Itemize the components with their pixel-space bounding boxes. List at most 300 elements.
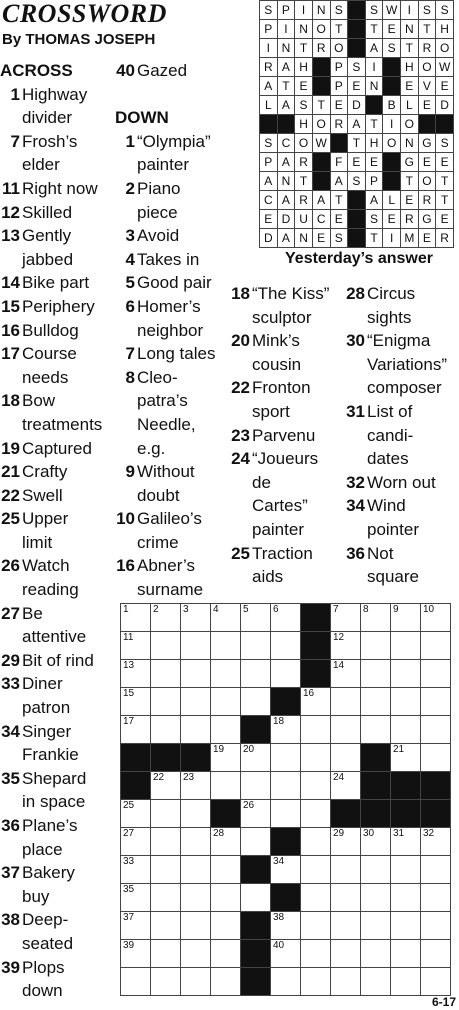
grid-cell[interactable] [271,632,301,660]
grid-cell[interactable] [151,856,181,884]
down-clue-16 [115,554,230,601]
grid-cell[interactable] [361,940,391,968]
cell-number: 17 [123,716,135,727]
clue-number: 30 [346,331,365,351]
grid-cell[interactable] [181,772,211,800]
answer-cell: V [418,77,436,96]
clue-text: Mink’s [252,331,300,351]
grid-cell[interactable] [391,912,421,940]
grid-cell[interactable] [151,716,181,744]
answer-cell: N [295,20,313,39]
black-square [241,940,271,968]
grid-cell[interactable] [391,744,421,772]
grid-cell[interactable] [331,660,361,688]
grid-cell[interactable] [271,604,301,632]
grid-cell[interactable] [241,744,271,772]
clue-text: Circus [367,284,416,303]
answer-cell: P [277,1,295,20]
grid-cell[interactable] [361,884,391,912]
grid-cell[interactable] [211,856,241,884]
grid-cell[interactable] [391,940,421,968]
grid-cell[interactable] [211,716,241,744]
answer-cell: U [295,210,313,229]
down-clue-1 [115,130,230,177]
answer-cell: N [277,39,295,58]
grid-cell[interactable] [391,828,421,856]
down-clue-7 [115,342,230,366]
down-column-2 [230,282,346,589]
cell-number: 34 [273,856,285,867]
answer-cell: S [436,1,454,20]
grid-cell[interactable] [331,632,361,660]
clue-number: 22 [1,485,20,505]
grid-cell[interactable] [391,688,421,716]
clue-text: sculptor [252,307,312,327]
clue-text: Without [137,462,195,482]
answer-cell: A [277,96,295,115]
grid-cell[interactable] [271,856,301,884]
clue-text: Avoid [137,226,180,246]
clue-text: Highway [22,84,88,104]
across-clue-14 [0,271,115,295]
grid-cell[interactable] [271,800,301,828]
grid-cell[interactable] [211,940,241,968]
cell-number: 28 [213,828,225,839]
answer-cell: O [436,39,454,58]
answer-cell: S [260,1,278,20]
grid-cell[interactable] [331,688,361,716]
grid-cell[interactable] [331,604,361,632]
cell-number: 25 [123,800,135,811]
down-clue-28 [345,282,459,329]
grid-cell[interactable] [151,800,181,828]
answer-cell: A [277,229,295,248]
grid-cell[interactable] [241,884,271,912]
grid-cell[interactable] [331,744,361,772]
grid-cell[interactable] [271,940,301,968]
clue-text: sport [252,401,290,421]
clue-number: 27 [1,603,20,623]
cell-number: 23 [183,772,195,783]
answer-cell: S [365,210,383,229]
grid-cell[interactable] [361,968,391,996]
clue-text: Needle, [137,414,196,434]
across-clue-36 [0,814,115,861]
clue-number: 36 [1,816,20,835]
grid-cell[interactable] [331,772,361,800]
clue-number: 21 [1,462,20,482]
answer-cell: T [330,20,348,39]
grid-cell[interactable] [421,940,451,968]
clue-text: patron [22,698,71,718]
clue-text: Swell [22,485,63,505]
grid-cell[interactable] [181,968,211,996]
grid-cell[interactable] [361,716,391,744]
clue-number: 18 [231,284,250,303]
grid-cell[interactable] [391,604,421,632]
grid-cell[interactable] [421,912,451,940]
grid-cell[interactable] [361,660,391,688]
answer-cell: H [436,20,454,39]
grid-cell[interactable] [211,884,241,912]
grid-cell[interactable] [361,856,391,884]
grid-cell[interactable] [211,604,241,632]
clue-text: Bit of rind [22,650,94,670]
across-clue-12 [0,201,115,225]
grid-cell[interactable] [331,828,361,856]
answer-cell: P [330,58,348,77]
grid-cell[interactable] [181,940,211,968]
grid-cell[interactable] [421,632,451,660]
grid-cell[interactable] [301,884,331,912]
grid-cell[interactable] [271,968,301,996]
black-square [211,800,241,828]
answer-cell: A [348,115,366,134]
black-square [348,210,366,229]
grid-cell[interactable] [151,604,181,632]
grid-cell[interactable] [121,912,151,940]
answer-cell: G [418,210,436,229]
answer-cell: L [401,96,419,115]
cell-number: 26 [243,800,255,811]
clue-number: 6 [125,296,135,316]
answer-cell: P [330,77,348,96]
clue-text: Gazed [137,61,188,80]
black-square [361,772,391,800]
across-clue-7 [0,130,115,177]
across-clue-1 [0,83,115,130]
answer-cell: W [312,134,330,153]
clue-number: 25 [1,509,20,529]
grid-cell[interactable] [331,716,361,744]
answer-cell: E [418,153,436,172]
grid-cell[interactable] [301,688,331,716]
answer-cell: S [418,1,436,20]
black-square [348,191,366,210]
cell-number: 33 [123,856,135,867]
answer-cell: I [383,229,401,248]
grid-cell[interactable] [331,940,361,968]
grid-cell[interactable] [271,716,301,744]
down-clue-24 [230,447,346,541]
black-square [361,744,391,772]
cell-number: 13 [123,660,135,671]
grid-cell[interactable] [121,968,151,996]
clue-text: Fronton [252,378,311,398]
grid-cell[interactable] [211,828,241,856]
grid-cell[interactable] [241,688,271,716]
grid-cell[interactable] [421,688,451,716]
grid-cell[interactable] [271,744,301,772]
black-square [241,968,271,996]
grid-cell[interactable] [421,828,451,856]
clue-text: Bakery [22,863,75,883]
grid-cell[interactable] [421,744,451,772]
cell-number: 29 [333,828,345,839]
cell-number: 38 [273,912,285,923]
clue-text: Variations” [367,354,447,374]
grid-cell[interactable] [121,884,151,912]
clue-text: List of [367,401,413,421]
yesterdays-answer-caption: Yesterday’s answer [285,250,433,267]
grid-cell[interactable] [391,968,421,996]
grid-cell[interactable] [361,632,391,660]
clue-number: 14 [1,273,20,293]
answer-cell: S [348,58,366,77]
grid-cell[interactable] [211,632,241,660]
clue-number: 28 [346,284,365,303]
grid-cell[interactable] [391,660,421,688]
clue-number: 34 [1,721,20,741]
grid-cell[interactable] [151,772,181,800]
cell-number: 15 [123,688,135,699]
clue-text: “Enigma [367,331,431,351]
black-square [348,20,366,39]
clue-number: 35 [1,768,20,788]
grid-cell[interactable] [391,716,421,744]
clue-number: 18 [1,391,20,411]
clue-number: 16 [1,320,20,340]
grid-cell[interactable] [301,912,331,940]
clue-text: limit [22,532,53,552]
grid-cell[interactable] [241,772,271,800]
grid-cell[interactable] [361,688,391,716]
grid-cell[interactable] [271,772,301,800]
clue-text: place [22,839,63,859]
black-square [348,39,366,58]
grid-cell[interactable] [241,604,271,632]
clue-text: sights [367,307,412,327]
grid-cell[interactable] [121,800,151,828]
clue-text: doubt [137,485,180,505]
down-clue-2 [115,177,230,224]
black-square [301,660,331,688]
grid-cell[interactable] [241,828,271,856]
answer-cell: S [365,1,383,20]
answer-cell: N [401,20,419,39]
black-square [151,744,181,772]
grid-cell[interactable] [121,856,151,884]
grid-cell[interactable] [331,856,361,884]
grid-cell[interactable] [301,800,331,828]
grid-cell[interactable] [421,660,451,688]
grid-cell[interactable] [151,660,181,688]
grid-cell[interactable] [301,744,331,772]
answer-cell: E [401,191,419,210]
answer-cell: T [295,39,313,58]
clue-text: dates [367,449,409,469]
grid-cell[interactable] [331,912,361,940]
answer-cell: D [436,96,454,115]
across-clue-40 [115,59,230,83]
clue-heading: ACROSS [0,61,73,80]
clue-text: Skilled [22,202,73,222]
answer-cell: O [295,134,313,153]
grid-cell[interactable] [241,632,271,660]
black-square [312,77,330,96]
grid-cell[interactable] [211,744,241,772]
grid-cell[interactable] [211,968,241,996]
answer-cell: E [383,20,401,39]
answer-cell: H [401,58,419,77]
grid-cell[interactable] [211,688,241,716]
grid-cell[interactable] [151,968,181,996]
grid-cell[interactable] [241,800,271,828]
clue-text: painter [137,155,189,175]
grid-cell[interactable] [181,604,211,632]
grid-cell[interactable] [331,968,361,996]
grid-cell[interactable] [301,968,331,996]
crossword-grid[interactable] [120,603,451,996]
grid-cell[interactable] [121,660,151,688]
answer-cell: T [436,172,454,191]
grid-cell[interactable] [421,968,451,996]
black-square [312,153,330,172]
grid-cell[interactable] [271,912,301,940]
grid-cell[interactable] [121,716,151,744]
clue-text: Periphery [22,296,95,316]
across-clue-33 [0,672,115,719]
clue-number: 5 [125,273,135,293]
grid-cell[interactable] [121,632,151,660]
answer-cell: T [312,96,330,115]
grid-cell[interactable] [361,828,391,856]
grid-cell[interactable] [151,688,181,716]
grid-cell[interactable] [181,632,211,660]
answer-cell: W [383,1,401,20]
clue-number: 12 [1,202,20,222]
black-square [121,744,151,772]
clue-number: 2 [125,178,135,198]
down-clue-34 [345,494,459,541]
cell-number: 21 [393,744,405,755]
cell-number: 35 [123,884,135,895]
black-square [365,96,383,115]
grid-cell[interactable] [181,912,211,940]
answer-cell: A [365,191,383,210]
grid-cell[interactable] [421,716,451,744]
grid-cell[interactable] [151,632,181,660]
grid-cell[interactable] [421,856,451,884]
grid-cell[interactable] [421,884,451,912]
answer-cell: E [330,210,348,229]
clue-number: 1 [10,84,20,104]
grid-cell[interactable] [391,856,421,884]
black-square [348,1,366,20]
clue-number: 34 [346,496,365,516]
answer-cell: L [383,191,401,210]
black-square [361,800,391,828]
down-clue-10 [115,507,230,554]
grid-cell[interactable] [121,940,151,968]
clue-text: Course [22,344,77,364]
grid-cell[interactable] [301,828,331,856]
grid-cell[interactable] [391,884,421,912]
answer-cell: C [260,191,278,210]
clue-number: 19 [1,438,20,458]
answer-cell: N [312,1,330,20]
grid-cell[interactable] [271,660,301,688]
grid-cell[interactable] [181,856,211,884]
answer-cell: A [277,153,295,172]
clue-text: “Joueurs [252,449,319,469]
grid-cell[interactable] [151,940,181,968]
clue-number: 10 [116,509,135,529]
answer-cell: A [260,77,278,96]
grid-cell[interactable] [121,688,151,716]
grid-cell[interactable] [301,716,331,744]
clue-number: 1 [125,131,135,151]
across-clue-39 [0,956,115,1003]
down-clue-18 [230,282,346,329]
answer-cell: R [436,229,454,248]
answer-cell: F [330,153,348,172]
cell-number: 31 [393,828,405,839]
grid-cell[interactable] [361,912,391,940]
grid-cell[interactable] [391,632,421,660]
grid-cell[interactable] [301,940,331,968]
across-clue-22 [0,484,115,508]
answer-cell: S [383,39,401,58]
grid-cell[interactable] [181,688,211,716]
answer-cell: B [383,96,401,115]
answer-cell: I [365,58,383,77]
grid-cell[interactable] [241,660,271,688]
clue-text: Gently [22,226,72,246]
grid-cell[interactable] [181,828,211,856]
grid-cell[interactable] [331,884,361,912]
black-square [271,688,301,716]
answer-cell: P [260,153,278,172]
answer-cell: T [365,115,383,134]
clue-text: Bulldog [22,320,79,340]
cell-number: 30 [363,828,375,839]
grid-cell[interactable] [361,604,391,632]
black-square [383,77,401,96]
across-clue-35 [0,767,115,814]
down-clue-25 [230,542,346,589]
clue-text: Plane’s [22,816,78,835]
cell-number: 19 [213,744,225,755]
grid-cell[interactable] [181,660,211,688]
grid-cell[interactable] [301,772,331,800]
grid-cell[interactable] [151,828,181,856]
answer-cell: A [260,172,278,191]
clue-text: Cleo- [137,367,178,387]
answer-cell: E [418,229,436,248]
black-square [436,115,454,134]
down-clue-3 [115,224,230,248]
grid-cell[interactable] [181,800,211,828]
grid-cell[interactable] [181,884,211,912]
grid-cell[interactable] [211,912,241,940]
answer-cell: E [312,229,330,248]
black-square [312,172,330,191]
grid-cell[interactable] [121,828,151,856]
down-clue-32 [345,471,459,495]
grid-cell[interactable] [301,856,331,884]
grid-cell[interactable] [121,604,151,632]
across-clue-21 [0,460,115,484]
grid-cell[interactable] [211,660,241,688]
clue-text: reading [22,580,79,600]
grid-cell[interactable] [421,604,451,632]
grid-cell[interactable] [151,884,181,912]
clue-text: pointer [367,519,419,539]
grid-cell[interactable] [211,772,241,800]
grid-cell[interactable] [181,716,211,744]
grid-cell[interactable] [151,912,181,940]
